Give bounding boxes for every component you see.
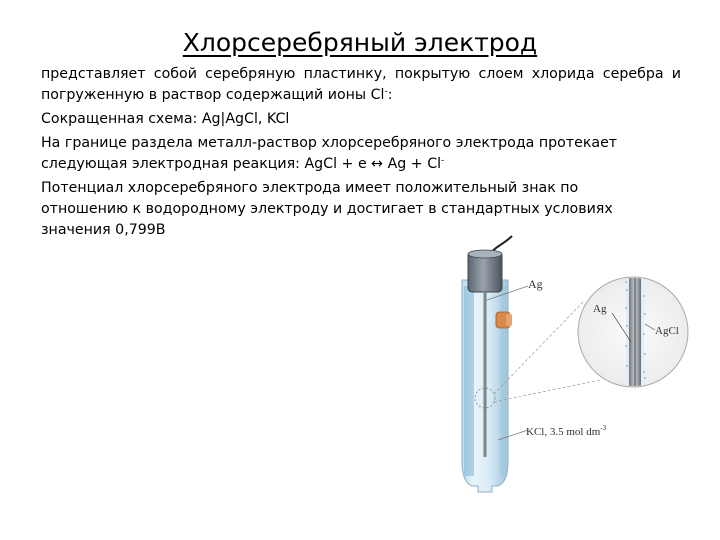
paragraph-definition: представляет собой серебряную пластинку, покрытую слоем хлорида серебра и погруженную в раствор содержащий ионы Cl-: bbox=[41, 66, 681, 103]
slide-body bbox=[41, 64, 681, 244]
slide-title: Хлорсеребряный электрод bbox=[182, 28, 538, 57]
paragraph-scheme: Сокращенная схема: Ag|AgCl, KCl bbox=[41, 111, 290, 127]
electrode-figure bbox=[440, 230, 710, 510]
label-ag-main: Ag bbox=[528, 277, 543, 291]
electrode-diagram bbox=[440, 230, 710, 510]
label-agcl: AgCl bbox=[655, 325, 679, 337]
label-ag-zoom: Ag bbox=[593, 303, 607, 315]
paragraph-reaction: На границе раздела металл-раствор хлорсеребряного электрода протекает следующая электродная реакция: AgCl + e ↔ Ag + Cl- bbox=[41, 135, 618, 172]
label-kcl: KCl, 3.5 mol $dm^{-3}$ bbox=[526, 424, 607, 438]
paragraph-potential: Потенциал хлорсеребряного электрода имеет положительный знак по отношению к водородному электроду и достигает в стандартных условиях значения 0,799В bbox=[41, 180, 613, 238]
